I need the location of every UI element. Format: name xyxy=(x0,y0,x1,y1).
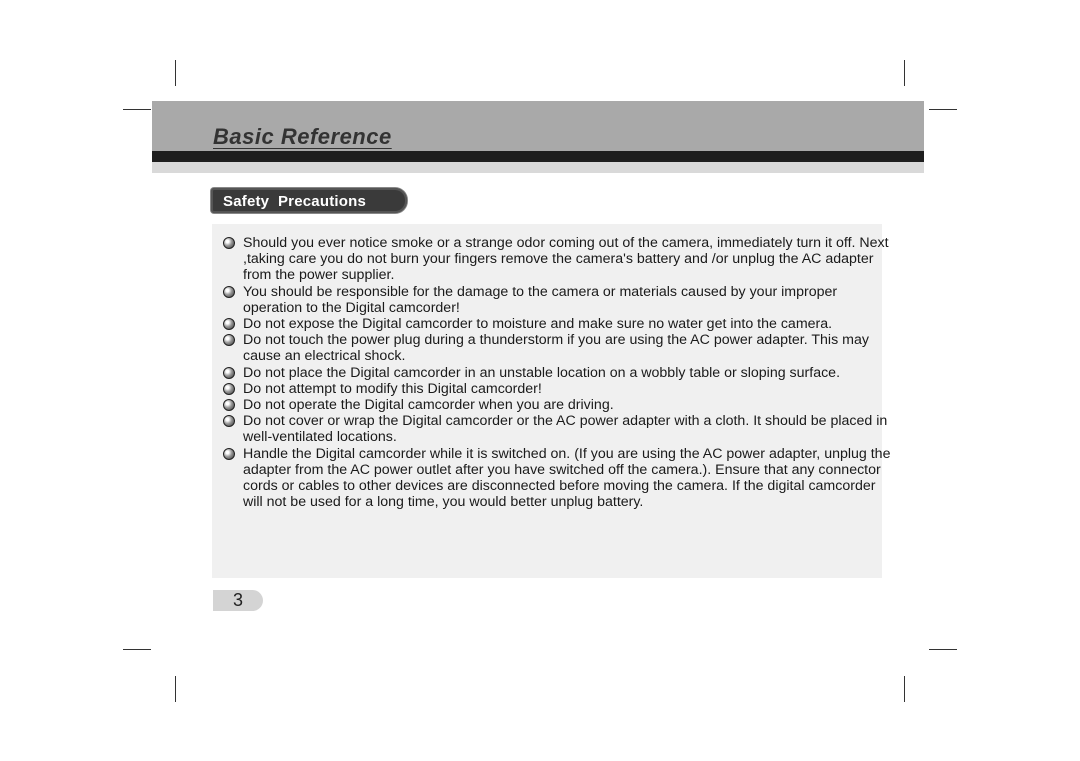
crop-mark xyxy=(175,676,176,702)
list-item-text: Do not touch the power plug during a thunderstorm if you are using the AC power adapter. This may cause an electrical shock. xyxy=(243,332,869,365)
precautions-panel xyxy=(212,224,891,578)
list-item xyxy=(222,413,893,445)
list-item xyxy=(222,332,893,364)
header-rule xyxy=(152,151,924,162)
list-item xyxy=(222,365,893,381)
list-item xyxy=(222,446,893,511)
bullet-icon xyxy=(223,448,235,460)
list-item-text: Should you ever notice smoke or a strange odor coming out of the camera, immediately turn it off. Next ,taking care you do not burn your fingers remove the camera's battery and /or unplug the AC adapter from the power supplier. xyxy=(243,235,889,284)
bullet-icon xyxy=(223,399,235,411)
crop-mark xyxy=(904,676,905,702)
list-item-text: Do not cover or wrap the Digital camcorder or the AC power adapter with a cloth. It should be placed in well-ventilated locations. xyxy=(243,413,888,446)
bullet-icon xyxy=(223,334,235,346)
precautions-list xyxy=(222,235,893,510)
list-item xyxy=(222,381,893,397)
bullet-icon xyxy=(223,383,235,395)
crop-mark xyxy=(904,60,905,86)
list-item xyxy=(222,235,893,284)
section-title: Basic Reference xyxy=(213,124,392,149)
header-bar xyxy=(152,101,924,151)
bullet-icon xyxy=(223,286,235,298)
crop-mark xyxy=(929,109,957,110)
page-number: 3 xyxy=(233,590,244,610)
bullet-icon xyxy=(223,367,235,379)
list-item xyxy=(222,284,893,316)
bullet-icon xyxy=(223,237,235,249)
list-item-text: You should be responsible for the damage to the camera or materials caused by your improper operation to the Digital camcorder! xyxy=(243,283,838,316)
crop-mark xyxy=(175,60,176,86)
header-band xyxy=(152,101,924,173)
crop-mark xyxy=(123,109,151,110)
page-number-badge xyxy=(213,590,263,611)
list-item xyxy=(222,397,893,413)
list-item-text: Handle the Digital camcorder while it is switched on. (If you are using the AC power adapter, unplug the adapter from the AC power outlet after you have switched off the camera.). Ensure that any connector cords or cables to other devices are disconnected before moving the camera. If the digital camcorder will not be used for a long time, you would better unplug battery. xyxy=(243,445,891,511)
safety-precautions-label: Safety Precautions xyxy=(223,193,367,210)
list-item-text: Do not place the Digital camcorder in an unstable location on a wobbly table or sloping surface. xyxy=(243,364,841,381)
list-item-text: Do not expose the Digital camcorder to moisture and make sure no water get into the camera. xyxy=(243,316,833,333)
crop-mark xyxy=(123,649,151,650)
bullet-icon xyxy=(223,318,235,330)
list-item xyxy=(222,316,893,332)
safety-precautions-tab xyxy=(211,188,407,213)
crop-mark xyxy=(929,649,957,650)
list-item-text: Do not attempt to modify this Digital camcorder! xyxy=(243,380,542,397)
bullet-icon xyxy=(223,415,235,427)
list-item-text: Do not operate the Digital camcorder when you are driving. xyxy=(243,397,614,414)
